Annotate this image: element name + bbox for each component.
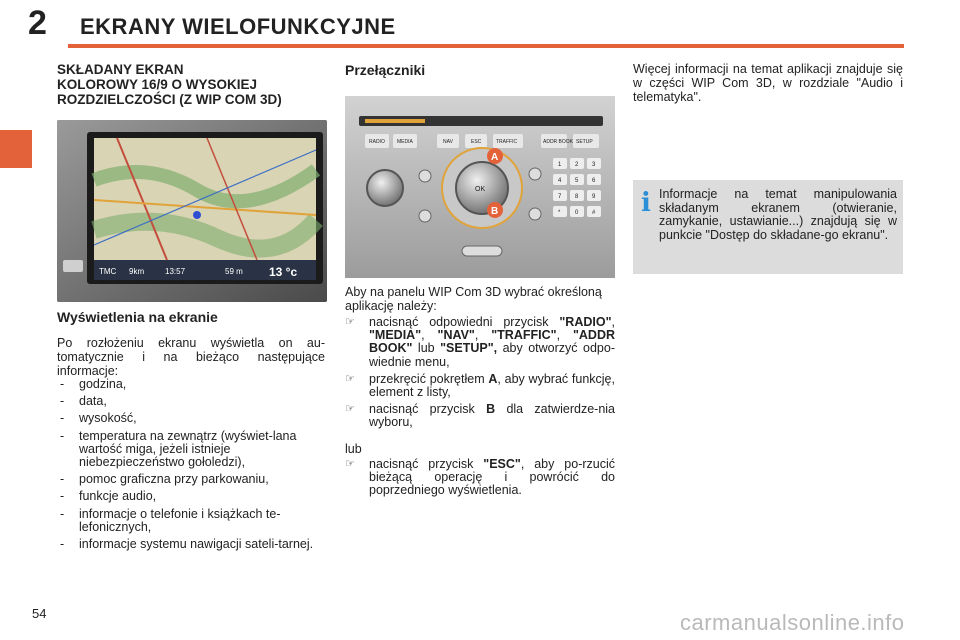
svg-text:#: # (592, 210, 596, 216)
display-info-list (57, 378, 325, 555)
svg-text:4: 4 (558, 178, 562, 184)
callout-b-label: B (491, 206, 499, 217)
pointing-hand-icon: ☞ (345, 458, 355, 470)
list-item: - godzina, (60, 377, 127, 391)
console-button-setup: SETUP (576, 139, 593, 145)
instructions-intro: Aby na panelu WIP Com 3D wybrać określoną aplikację należy: (345, 285, 602, 313)
page-number: 54 (32, 606, 47, 621)
status-tmc: TMC (99, 267, 117, 276)
volume-knob (367, 170, 403, 206)
instructions-list-2 (345, 458, 615, 502)
svg-text:6: 6 (592, 178, 596, 184)
status-distance-2: 59 m (225, 267, 243, 276)
svg-text:3: 3 (592, 162, 596, 168)
console-illustration (345, 96, 615, 278)
list-item: - informacje o telefonie i książkach te-lefonicznych, (60, 506, 281, 534)
section-title-display: Wyświetlenia na ekranie (57, 309, 218, 325)
list-item: - temperatura na zewnątrz (wyświet-lana wartość miga, jeżeli istnieje niebezpieczeństwo gołoledzi), (60, 428, 297, 470)
status-time: 13:57 (165, 267, 186, 276)
list-item: ☞ nacisnąć przycisk "ESC", aby po-rzucić bieżącą operację i powrócić do poprzedniego wyświetlenia. (345, 457, 615, 498)
section-title-screen (57, 62, 337, 107)
list-item: - funkcje audio, (60, 489, 157, 504)
list-item: ☞ nacisnąć przycisk B dla zatwierdze-nia wyboru, (345, 402, 616, 430)
callout-a-label: A (491, 152, 499, 163)
svg-text:9: 9 (592, 194, 596, 200)
section-title-switches: Przełączniki (345, 62, 426, 78)
status-distance: 9km (129, 267, 145, 276)
status-temperature: 13 °c (269, 265, 298, 279)
chapter-number: 2 (28, 4, 47, 42)
list-item: - pomoc graficzna przy parkowaniu, (60, 472, 269, 487)
or-text: lub (345, 442, 362, 456)
instructions-list (345, 316, 615, 434)
svg-text:8: 8 (575, 194, 579, 200)
svg-text:1: 1 (558, 162, 562, 168)
screen-photo (57, 120, 327, 302)
console-button-radio: RADIO (369, 139, 385, 145)
info-box-text: Informacje na temat manipulowania składanym ekranem (otwieranie, zamykanie, ustawianie...) znajdują się w punkcie "Dostęp do składane-go ekranu". (659, 187, 897, 242)
section-title-line: ROZDZIELCZOŚCI (Z WIP COM 3D) (57, 92, 282, 107)
pointing-hand-icon: ☞ (345, 316, 355, 328)
chapter-side-tab (0, 130, 32, 168)
header-rule (68, 44, 904, 48)
console-button-addr-book: ADDR BOOK (543, 139, 574, 145)
svg-text:5: 5 (575, 178, 579, 184)
list-item: - data, (60, 394, 107, 409)
list-item: ☞ przekręcić pokrętłem A, aby wybrać funkcję, element z listy, (345, 371, 615, 400)
console-button-nav: NAV (443, 139, 453, 145)
svg-text:*: * (558, 210, 561, 216)
console-photo (345, 96, 615, 278)
svg-text:7: 7 (558, 194, 562, 200)
ok-label: OK (475, 186, 486, 193)
eject-button (63, 260, 83, 272)
list-item: - informacje systemu nawigacji sateli-tarnej. (60, 537, 314, 552)
list-item: ☞ nacisnąć odpowiedni przycisk "RADIO", "MEDIA", "NAV", "TRAFFIC", "ADDR BOOK" lub "SETUP", aby otworzyć odpo-wiednie menu, (345, 315, 616, 369)
screen-illustration (57, 120, 327, 302)
more-info-text: Więcej informacji na temat aplikacji znajduje się w części WIP Com 3D, w rozdziale "Audio i telematyka". (633, 62, 903, 104)
watermark: carmanualsonline.info (680, 610, 905, 635)
section-title-line: SKŁADANY EKRAN (57, 62, 184, 77)
section-title-line: KOLOROWY 16/9 O WYSOKIEJ (57, 77, 258, 92)
svg-text:0: 0 (575, 210, 579, 216)
console-button-traffic: TRAFFIC (496, 139, 518, 145)
chapter-title: EKRANY WIELOFUNKCYJNE (80, 14, 396, 39)
info-icon: i (641, 188, 651, 218)
list-item: - wysokość, (60, 411, 137, 426)
display-intro: Po rozłożeniu ekranu wyświetla on au-tomatycznie i na bieżąco następujące informacje: (57, 336, 325, 378)
pointing-hand-icon: ☞ (345, 372, 355, 385)
console-button-media: MEDIA (397, 139, 413, 145)
pointing-hand-icon: ☞ (345, 403, 355, 416)
svg-text:2: 2 (575, 162, 579, 168)
console-button-esc: ESC (471, 139, 482, 145)
